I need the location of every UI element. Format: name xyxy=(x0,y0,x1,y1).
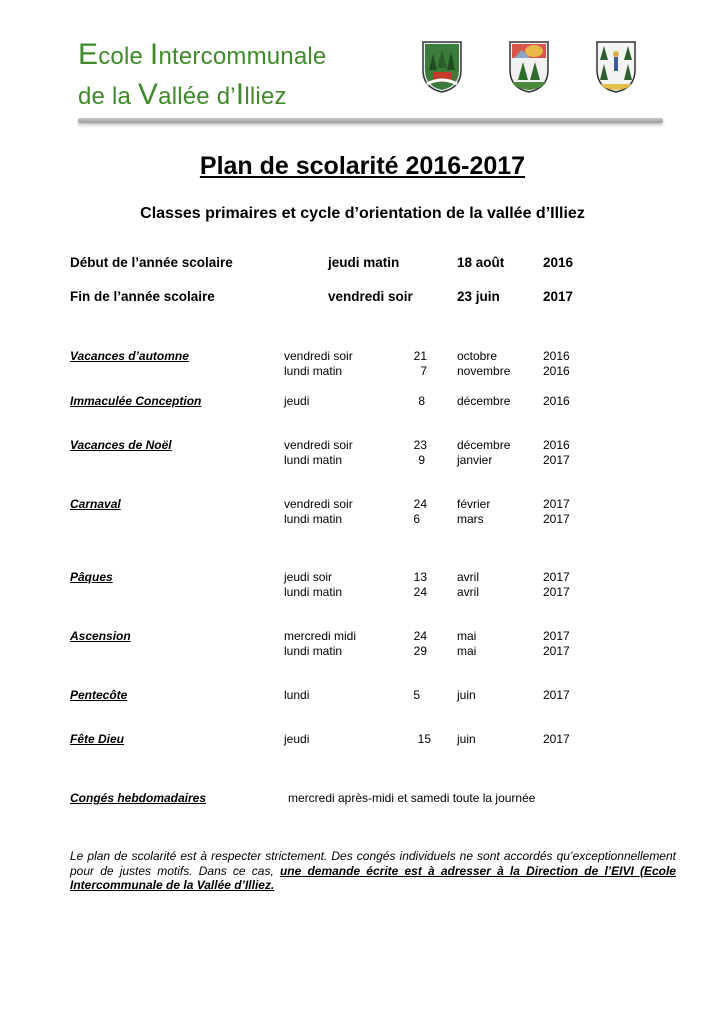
crest-icon xyxy=(595,40,637,94)
weekly-label: Congés hebdomadaires xyxy=(70,791,207,805)
holiday-name: Carnaval xyxy=(70,497,121,511)
holiday-name: Fête Dieu xyxy=(70,732,125,746)
holiday-name: Ascension xyxy=(70,629,131,643)
page-title: Plan de scolarité 2016-2017 xyxy=(199,152,526,180)
holiday-name: Immaculée Conception xyxy=(70,394,202,408)
page-subtitle: Classes primaires et cycle d’orientation de la vallée d’Illiez xyxy=(140,205,585,222)
header-divider xyxy=(78,118,663,123)
holiday-name: Vacances de Noël xyxy=(70,438,172,452)
crest-icon xyxy=(421,40,463,94)
crest-icon xyxy=(508,40,550,94)
holiday-name: Vacances d’automne xyxy=(70,349,189,363)
holiday-name: Pâques xyxy=(70,570,113,584)
school-name-line-2: de la Vallée d’Illiez xyxy=(78,78,287,111)
holiday-name: Pentecôte xyxy=(70,688,128,702)
school-name-line-1: Ecole Intercommunale xyxy=(78,38,327,71)
weekly-text: mercredi après-midi et samedi toute la journée xyxy=(288,791,536,805)
footer-note: Le plan de scolarité est à respecter strictement. Des congés individuels ne sont accordés qu’exceptionnellement pour de justes motifs. Dans ce cas, une demande écrite est à adresser à la Direction de l’EIVI (Ecole Intercommunale de la Vallée d’Illiez. xyxy=(70,849,676,892)
